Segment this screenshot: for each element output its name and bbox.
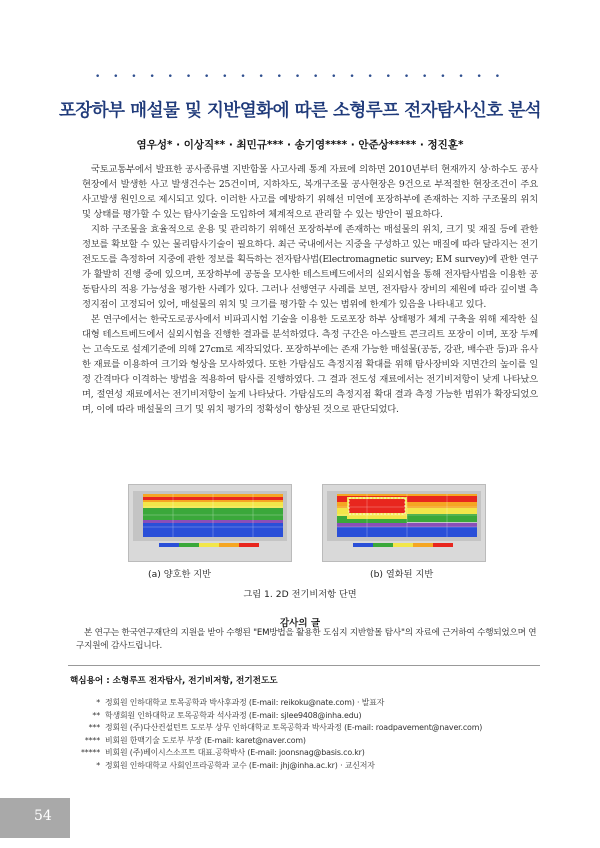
footnote-mark: *****	[81, 748, 100, 758]
paper-title: 포장하부 매설물 및 지반열화에 따른 소형루프 전자탐사신호 분석	[58, 101, 542, 121]
header-dot-ornament: • • • • • • • • • • • • • • • • • • • • • • •	[94, 72, 506, 82]
footnote-mark: **	[92, 710, 100, 720]
footnote-mark: ****	[84, 735, 100, 745]
footnote-item	[62, 710, 542, 723]
footnote-item	[62, 747, 542, 760]
footnote-text: 학생회원 인하대학교 토목공학과 석사과정 (E-mail: sjlee9408@inha.edu)	[105, 710, 362, 720]
figure-subcaption-a: (a) 양호한 지반	[148, 569, 212, 580]
footnote-mark: *	[96, 760, 100, 770]
body-paragraph: 국토교통부에서 발표한 공사종류별 지반함몰 사고사례 통계 자료에 의하면 2010년부터 현재까지 상·하수도 공사현장에서 발생한 사고 발생건수는 25건이며, 지하차도, 복개구조물 공사현장은 9건으로 부적절한 현장조건이 주요 사고발생 원인으로 제시되고 있다. 이러한 사고를 예방하기 위해선 미연에 포장하부에 존재하는 지하 구조물의 위치 및 상태를 평가할 수 있는 탐사기술을 도입하여 체계적으로 관리할 수 있는 방안이 필요하다.	[82, 164, 538, 220]
footnote-item	[62, 697, 542, 710]
section-divider	[68, 665, 540, 666]
author-footnotes	[62, 697, 542, 773]
footnote-item	[62, 722, 542, 735]
body-paragraph: 지하 구조물을 효율적으로 운용 및 관리하기 위해선 포장하부에 존재하는 매설물의 위치, 크기 및 재질 등에 관한 정보를 확보할 수 있는 물리탐사기술이 필요하다. 최근 국내에서는 지중을 구성하고 있는 매질에 따라 달라지는 전기전도도를 측정하여 지중에 관한 정보를 획득하는 전자탐사법(Electromagnetic survey; EM survey)에 관한 연구가 활발히 진행 중에 있으며, 포장하부에 공동을 모사한 테스트베드에서의 실외시험을 통해 전자탐사법을 이용한 공동탐사의 적용 가능성을 평가한 사례가 있다. 그러나 선행연구 사례를 보면, 전자탐사 장비의 제원에 따라 깊이별 측정지점이 고정되어 있어, 매설물의 위치 및 크기를 평가할 수 있는 범위에 한계가 있음을 나타내고 있다.	[82, 224, 538, 310]
footnote-item	[62, 735, 542, 748]
figure-panels	[128, 484, 484, 560]
page-number: 54	[34, 808, 52, 824]
acknowledgment-text: 본 연구는 한국연구재단의 지원을 받아 수행된 "EM방법을 활용한 도심지 지반함몰 탐사"의 자료에 근거하여 수행되었으며 연구지원에 감사드립니다.	[76, 628, 537, 651]
footnote-mark: ***	[88, 723, 100, 733]
keywords: 핵심용어 : 소형루프 전자탐사, 전기비저항, 전기전도도	[70, 676, 278, 686]
abstract-body	[82, 162, 538, 417]
figure-panel-a	[128, 484, 292, 562]
footnote-mark: *	[96, 698, 100, 707]
footnote-text: 정회원 인하대학교 사회인프라공학과 교수 (E-mail: jhj@inha.ac.kr) · 교신저자	[105, 760, 375, 770]
footnote-text: 비회원 (주)베이시스소프트 대표.공학박사 (E-mail: joonsnag@basis.co.kr)	[105, 748, 365, 758]
footnote-text: 정회원 인하대학교 토목공학과 박사후과정 (E-mail: reikoku@nate.com) · 발표자	[105, 698, 385, 707]
acknowledgment-title: 감사의 글	[279, 618, 320, 629]
footnote-text: 비회원 한맥기술 도로부 부장 (E-mail: karet@naver.com)	[105, 735, 306, 745]
figure-panel-b	[322, 484, 486, 562]
resistivity-section-b-image	[323, 485, 485, 561]
figure-subcaption-b: (b) 열화된 지반	[370, 569, 434, 580]
figure-caption: 그림 1. 2D 전기비저항 단면	[243, 589, 357, 600]
resistivity-section-a-image	[129, 485, 291, 561]
footnote-item	[62, 760, 542, 773]
author-list: 염우성* · 이상직** · 최민규*** · 송기영**** · 안준상***** · 정진훈*	[136, 139, 464, 151]
body-paragraph: 본 연구에서는 한국도로공사에서 비파괴시험 기술을 이용한 도로포장 하부 상태평가 체계 구축을 위해 제작한 실대형 테스트베드에서 실외시험을 진행한 결과를 분석하였다. 측정 구간은 아스팔트 콘크리트 포장이 이며, 포장 두께는 고속도로 설계기준에 의해 27cm로 제작되었다. 포장하부에는 존재 가능한 매설물(공동, 강관, 배수관 등)과 유사한 재료를 이용하여 크기와 형상을 모사하였다. 또한 가탐심도 측정지점 확대를 위해 탐사장비와 지면간의 높이를 일정 간격마다 이격하는 방법을 적용하여 탐사를 진행하였다. 그 결과 전도성 재료에서는 전기비저항이 낮게 나타났으며, 절연성 재료에서는 전기비저항이 높게 나타났다. 가탐심도의 측정지점 확대 결과 측정 가능한 범위가 확장되었으며, 이에 따라 매설물의 크기 및 위치 평가의 정확성이 향상된 것으로 판단되었다.	[82, 314, 538, 415]
footnote-text: 정회원 (주)다산컨설턴트 도로부 상무 인하대학교 토목공학과 박사과정 (E-mail: roadpavement@naver.com)	[105, 723, 483, 733]
